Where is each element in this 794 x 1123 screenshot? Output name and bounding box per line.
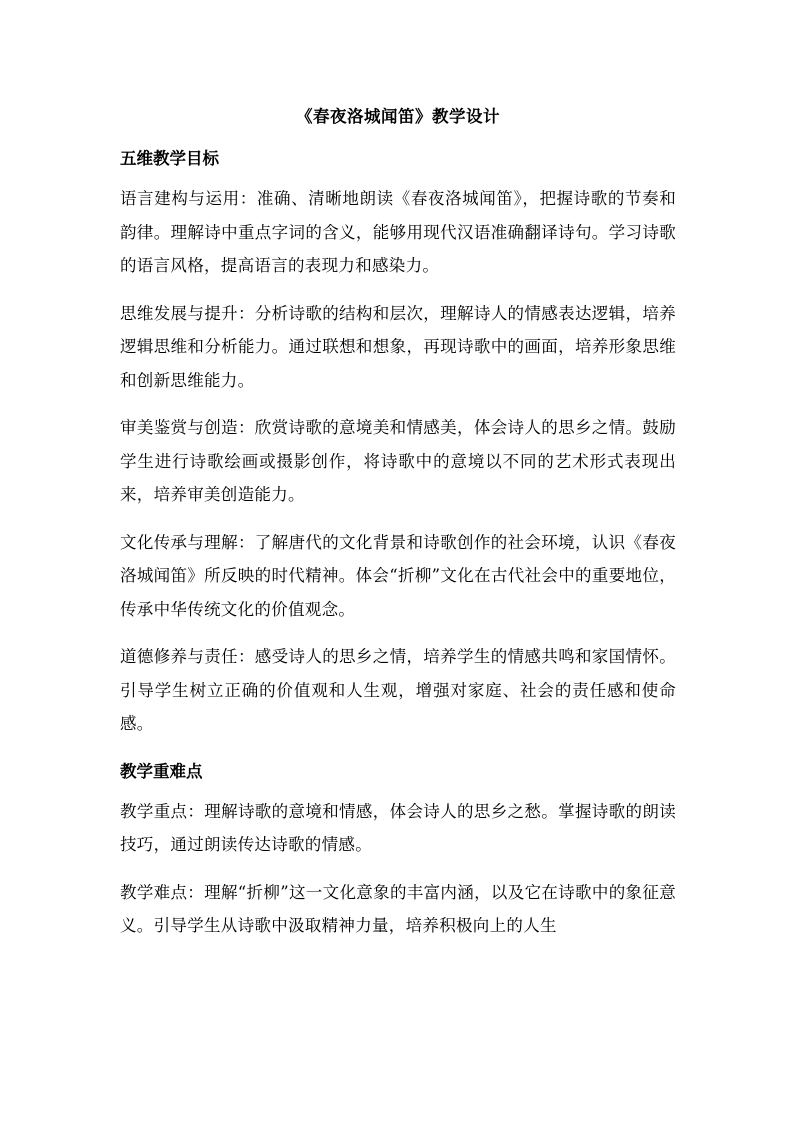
section-heading-teaching-goals: 五维教学目标 (120, 149, 219, 168)
paragraph-thinking: 思维发展与提升：分析诗歌的结构和层次，理解诗人的情感表达逻辑，培养逻辑思维和分析能力。通过联想和想象，再现诗歌中的画面，培养形象思维和创新思维能力。 (120, 303, 676, 390)
paragraph-culture: 文化传承与理解：了解唐代的文化背景和诗歌创作的社会环境，认识《春夜洛城闻笛》所反映的时代精神。体会“折柳”文化在古代社会中的重要地位，传承中华传统文化的价值观念。 (120, 532, 676, 619)
paragraph-language: 语言建构与运用：准确、清晰地朗读《春夜洛城闻笛》，把握诗歌的节奏和韵律。理解诗中重点字词的含义，能够用现代汉语准确翻译诗句。学习诗歌的语言风格，提高语言的表现力和感染力。 (120, 189, 676, 275)
paragraph-key-point: 教学重点：理解诗歌的意境和情感，体会诗人的思乡之愁。掌握诗歌的朗读技巧，通过朗读传达诗歌的情感。 (120, 801, 676, 854)
document-body (120, 104, 676, 943)
section-heading-key-points: 教学重难点 (120, 761, 203, 781)
paragraph-aesthetics: 审美鉴赏与创造：欣赏诗歌的意境美和情感美，体会诗人的思乡之情。鼓励学生进行诗歌绘画或摄影创作，将诗歌中的意境以不同的艺术形式表现出来，培养审美创造能力。 (120, 418, 676, 504)
paragraph-morality: 道德修养与责任：感受诗人的思乡之情，培养学生的情感共鸣和家国情怀。引导学生树立正确的价值观和人生观，增强对家庭、社会的责任感和使命感。 (120, 647, 676, 733)
paragraph-difficult-point: 教学难点：理解“折柳”这一文化意象的丰富内涵，以及它在诗歌中的象征意义。引导学生从诗歌中汲取精神力量，培养积极向上的人生 (120, 882, 676, 935)
document-title: 《春夜洛城闻笛》教学设计 (296, 107, 500, 126)
